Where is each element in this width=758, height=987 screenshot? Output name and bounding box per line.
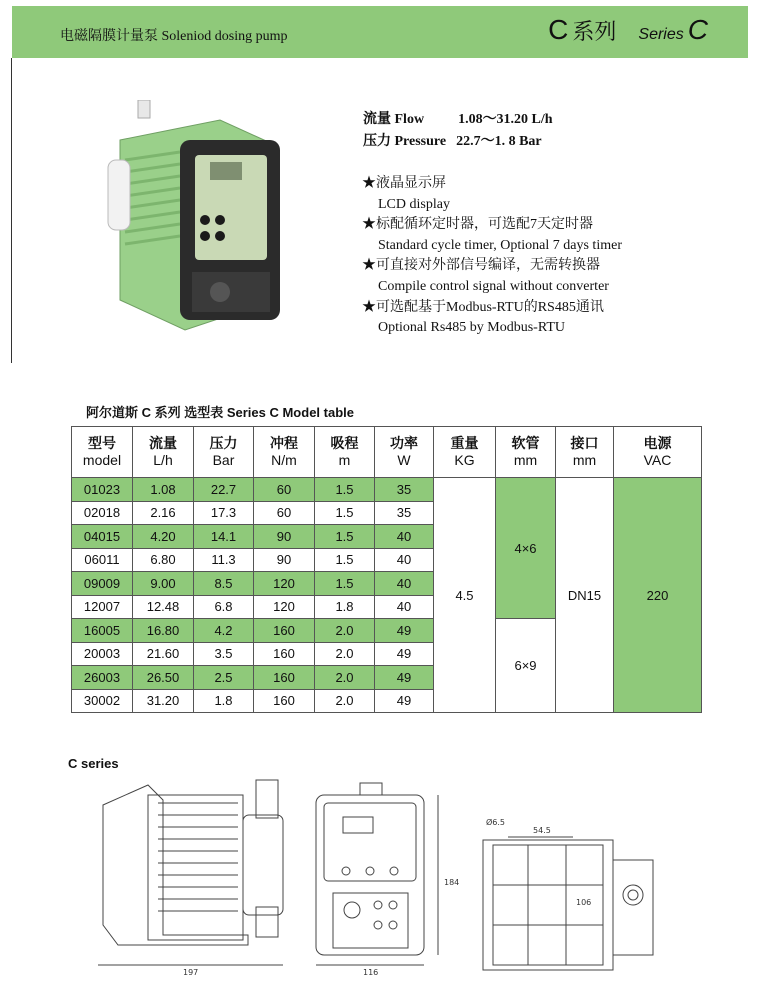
cell-flow: 4.20 [133, 525, 194, 549]
cell-pressure: 22.7 [194, 478, 254, 502]
cell-model: 04015 [72, 525, 133, 549]
cell-stroke: 160 [254, 619, 315, 643]
cell-pressure: 17.3 [194, 501, 254, 525]
pressure-spec [363, 130, 553, 152]
series-cn: 系列 [572, 20, 617, 45]
cell-weight: 4.5 [434, 478, 496, 713]
cell-model: 16005 [72, 619, 133, 643]
header-hose: 软管 mm [496, 427, 556, 478]
table-row [72, 478, 702, 502]
side-view-drawing [98, 780, 283, 965]
cell-pressure: 6.8 [194, 595, 254, 619]
header-series-title [548, 14, 708, 46]
cell-flow: 31.20 [133, 689, 194, 713]
cell-suction: 1.5 [315, 525, 375, 549]
header-voltage: 电源 VAC [614, 427, 702, 478]
cell-suction: 1.5 [315, 572, 375, 596]
feature-cn: ★可直接对外部信号编译，无需转换器 [362, 258, 600, 274]
flow-label: 流量 Flow [363, 112, 425, 127]
left-rule [11, 58, 12, 363]
cell-flow: 26.50 [133, 666, 194, 690]
top-view-drawing [483, 837, 653, 970]
cell-stroke: 120 [254, 572, 315, 596]
header-flow: 流量 L/h [133, 427, 194, 478]
cell-pressure: 14.1 [194, 525, 254, 549]
cell-suction: 1.5 [315, 548, 375, 572]
cell-model: 09009 [72, 572, 133, 596]
feature-en: Compile control signal without converter [378, 278, 609, 294]
cell-model: 01023 [72, 478, 133, 502]
dim-54-5: 54.5 [533, 826, 551, 835]
header-pressure: 压力 Bar [194, 427, 254, 478]
cell-suction: 2.0 [315, 666, 375, 690]
cell-stroke: 160 [254, 642, 315, 666]
series-letter: C [548, 14, 569, 45]
cell-flow: 9.00 [133, 572, 194, 596]
pressure-label: 压力 Pressure [363, 134, 447, 149]
model-table [71, 426, 702, 713]
cell-model: 12007 [72, 595, 133, 619]
cell-stroke: 90 [254, 525, 315, 549]
cell-stroke: 60 [254, 501, 315, 525]
cell-power: 40 [375, 525, 434, 549]
cell-pressure: 1.8 [194, 689, 254, 713]
cell-hose-a: 4×6 [496, 478, 556, 619]
cell-power: 40 [375, 572, 434, 596]
cell-power: 49 [375, 666, 434, 690]
feature-cn: ★标配循环定时器，可选配7天定时器 [362, 217, 593, 233]
dim-116: 116 [363, 968, 379, 977]
cell-pressure: 8.5 [194, 572, 254, 596]
cell-model: 30002 [72, 689, 133, 713]
table-header-row [72, 427, 702, 478]
cell-stroke: 90 [254, 548, 315, 572]
cell-stroke: 160 [254, 666, 315, 690]
cell-suction: 2.0 [315, 642, 375, 666]
feature-en: Optional Rs485 by Modbus-RTU [378, 320, 565, 336]
cell-stroke: 60 [254, 478, 315, 502]
pressure-value: 22.7～1. 8 Bar [456, 134, 542, 149]
cell-flow: 16.80 [133, 619, 194, 643]
cell-stroke: 160 [254, 689, 315, 713]
dim-197: 197 [183, 968, 199, 977]
cell-suction: 1.5 [315, 478, 375, 502]
cell-pressure: 3.5 [194, 642, 254, 666]
cell-pressure: 11.3 [194, 548, 254, 572]
cell-power: 49 [375, 689, 434, 713]
cell-suction: 2.0 [315, 619, 375, 643]
technical-drawing [88, 775, 728, 980]
cell-stroke: 120 [254, 595, 315, 619]
cell-suction: 1.8 [315, 595, 375, 619]
cell-model: 26003 [72, 666, 133, 690]
spec-summary [363, 108, 553, 152]
cell-hose-b: 6×9 [496, 619, 556, 713]
header-model: 型号 model [72, 427, 133, 478]
header-weight: 重量 KG [434, 427, 496, 478]
cell-power: 49 [375, 642, 434, 666]
header-product-name: 电磁隔膜计量泵 Soleniod dosing pump [60, 29, 288, 44]
cell-power: 40 [375, 595, 434, 619]
feature-en: LCD display [378, 196, 450, 212]
drawing-title: C series [68, 756, 119, 771]
cell-pressure: 2.5 [194, 666, 254, 690]
cell-suction: 2.0 [315, 689, 375, 713]
header-power-w: 功率 W [375, 427, 434, 478]
cell-power: 49 [375, 619, 434, 643]
feature-cn: ★可选配基于Modbus-RTU的RS485通讯 [362, 299, 604, 315]
cell-suction: 1.5 [315, 501, 375, 525]
pump-product-image [100, 100, 300, 340]
cell-power: 40 [375, 548, 434, 572]
feature-cn: ★液晶显示屏 [362, 176, 446, 191]
cell-power: 35 [375, 501, 434, 525]
cell-flow: 6.80 [133, 548, 194, 572]
series-en: Series [638, 26, 684, 43]
cell-model: 02018 [72, 501, 133, 525]
cell-flow: 2.16 [133, 501, 194, 525]
dim-6-5: Ø6.5 [486, 818, 506, 827]
flow-spec [363, 108, 553, 130]
model-table-title: 阿尔道斯 C 系列 选型表 Series C Model table [86, 405, 354, 420]
front-view-drawing [316, 783, 438, 965]
cell-flow: 1.08 [133, 478, 194, 502]
page-header [12, 6, 748, 58]
cell-model: 20003 [72, 642, 133, 666]
header-stroke: 冲程 N/m [254, 427, 315, 478]
feature-list [362, 174, 622, 339]
flow-value: 1.08～31.20 L/h [458, 112, 553, 127]
dim-184: 184 [444, 878, 460, 887]
cell-pressure: 4.2 [194, 619, 254, 643]
cell-power: 35 [375, 478, 434, 502]
header-suction: 吸程 m [315, 427, 375, 478]
cell-flow: 21.60 [133, 642, 194, 666]
dim-106: 106 [576, 898, 592, 907]
series-letter-en: C [687, 14, 708, 45]
cell-flow: 12.48 [133, 595, 194, 619]
cell-model: 06011 [72, 548, 133, 572]
cell-port: DN15 [556, 478, 614, 713]
feature-en: Standard cycle timer, Optional 7 days timer [378, 237, 622, 253]
header-port: 接口 mm [556, 427, 614, 478]
cell-voltage: 220 [614, 478, 702, 713]
